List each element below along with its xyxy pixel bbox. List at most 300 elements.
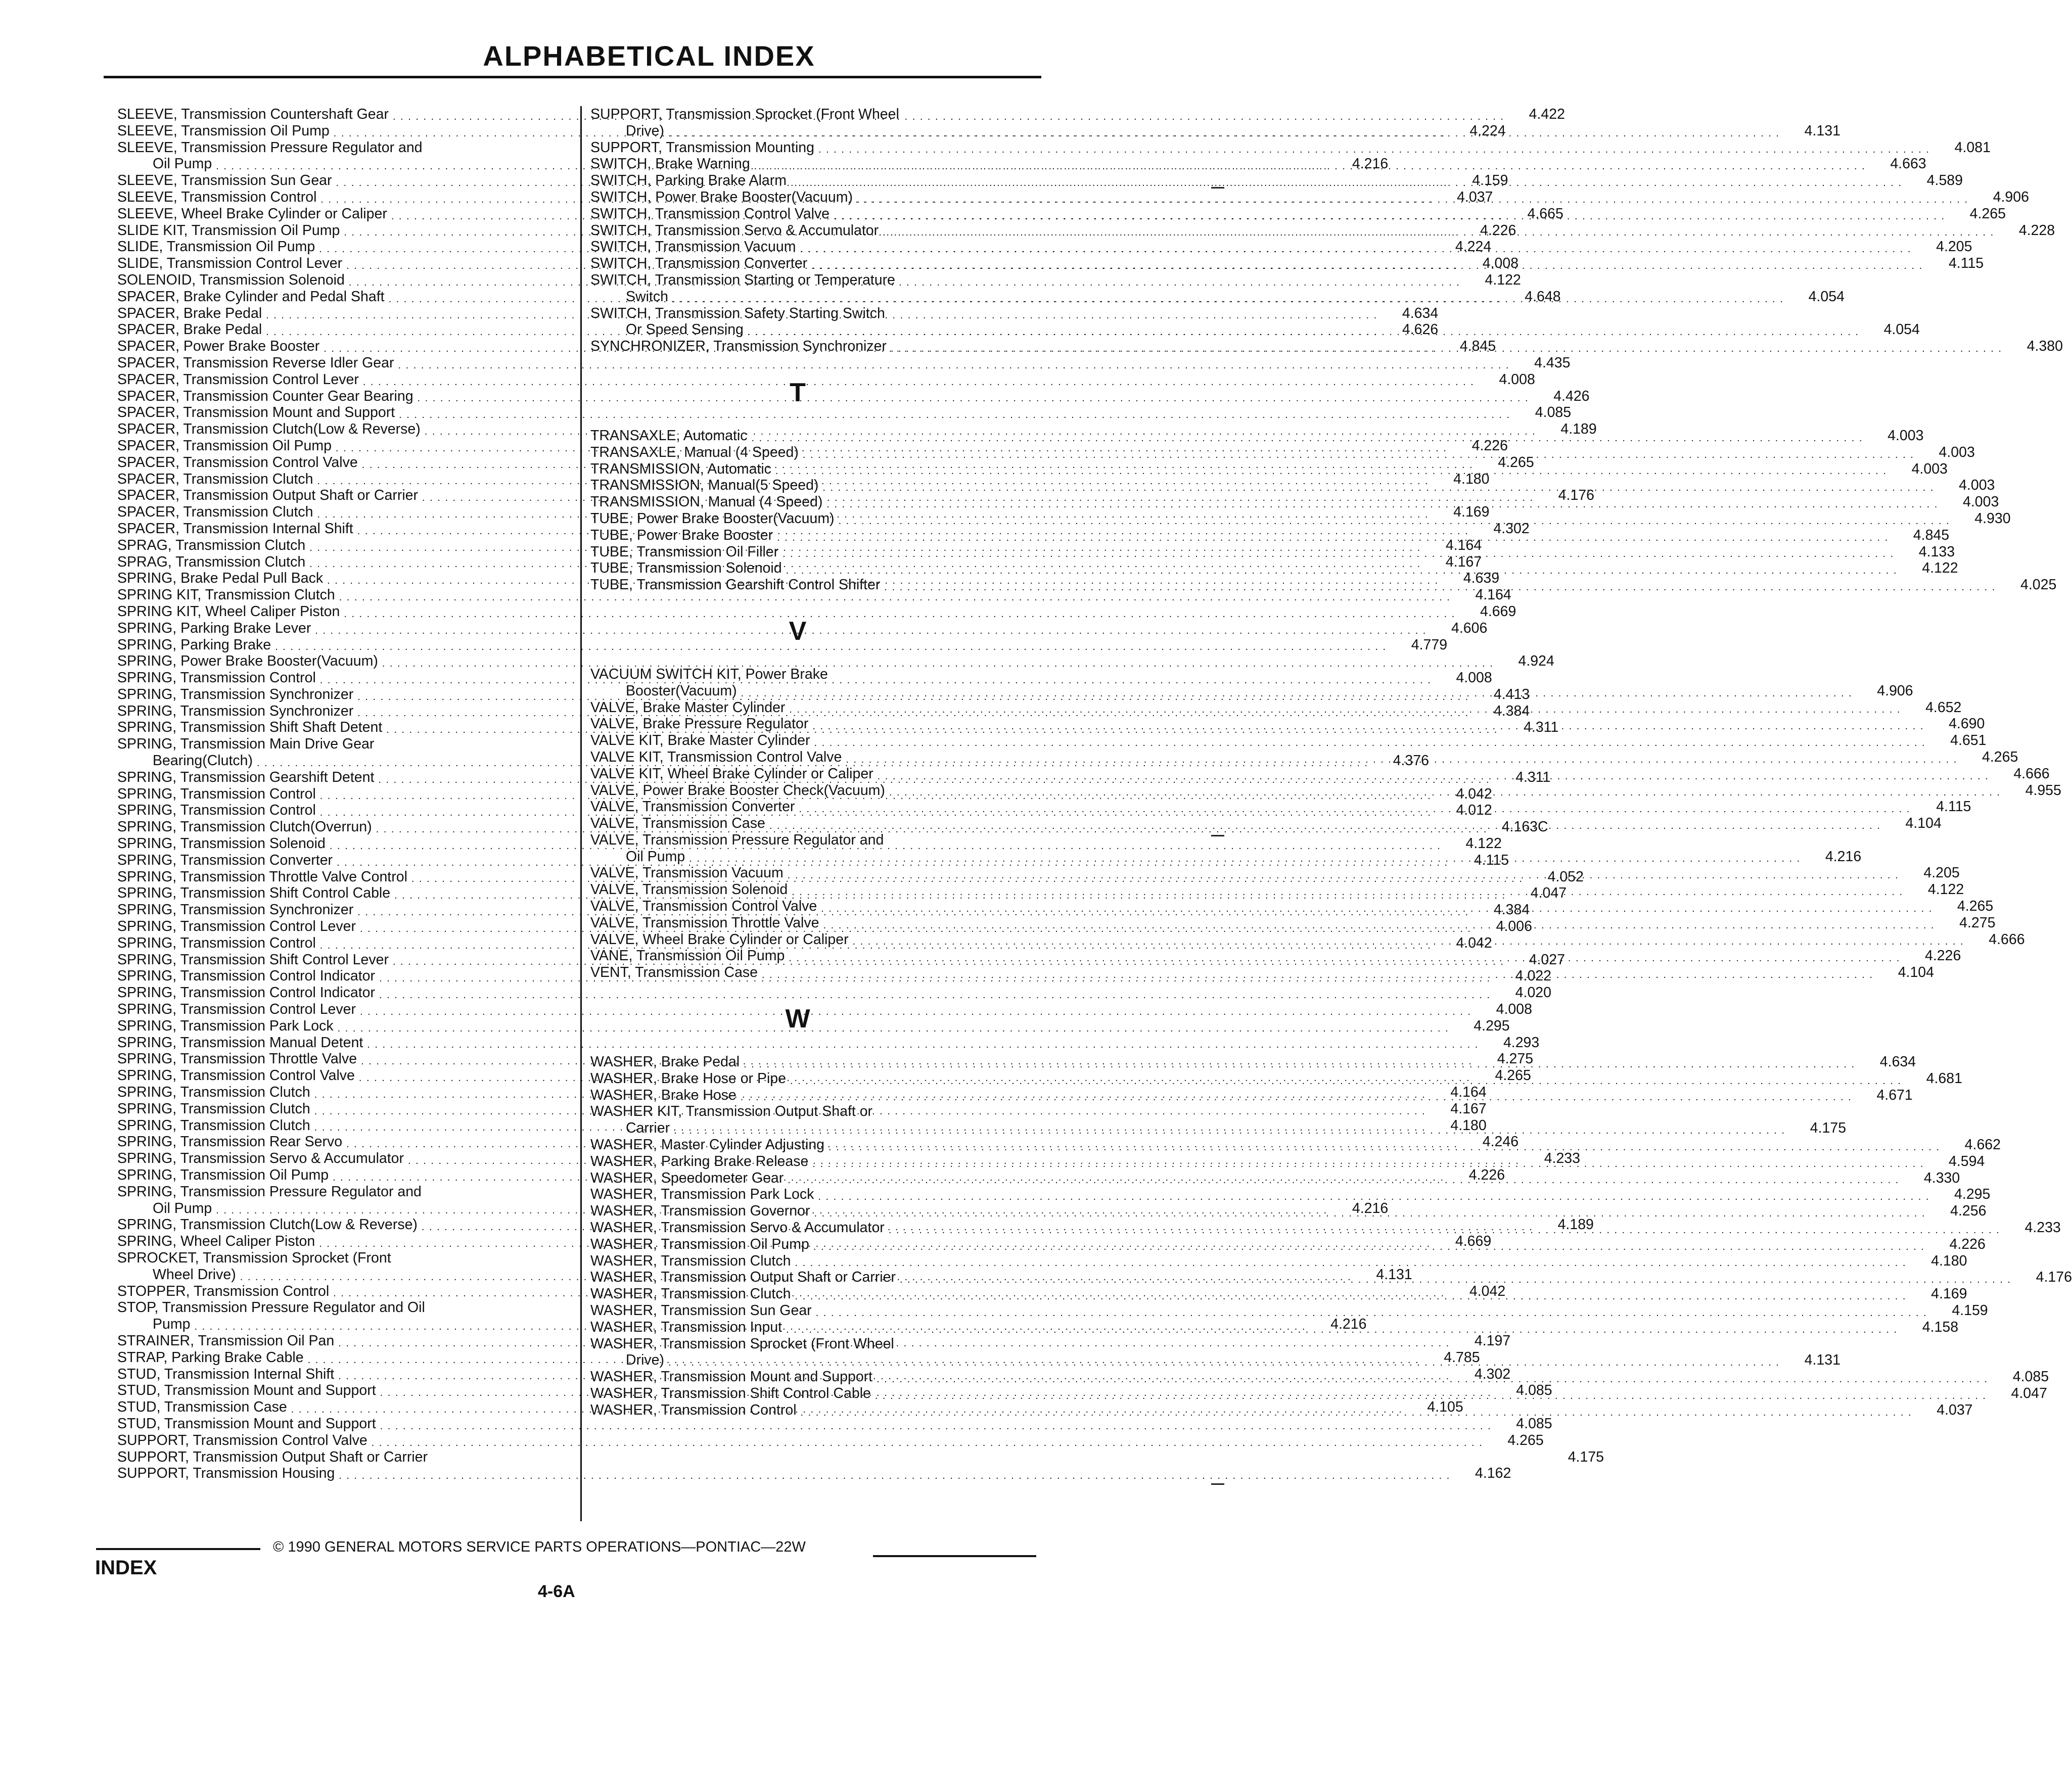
entry-page: 4.169 — [1453, 504, 1490, 521]
entry-page: 4.003 — [1962, 494, 1999, 510]
entry-page: 4.311 — [1515, 769, 1551, 785]
entry-page: 4.042 — [1456, 785, 1492, 802]
footer-rule-left — [96, 1548, 260, 1550]
leader-dots — [339, 1472, 1450, 1479]
leader-dots — [786, 1326, 1898, 1333]
entry-name-continued: Oil Pump — [153, 1200, 212, 1216]
entry-name: VACUUM SWITCH KIT, Power Brake — [590, 666, 828, 682]
entry-page: 4.226 — [1468, 1167, 1505, 1183]
entry-name: SWITCH, Transmission Servo & Accumulator — [590, 222, 879, 239]
entry-page: 4.052 — [1547, 868, 1584, 885]
copyright-notice: © 1990 GENERAL MOTORS SERVICE PARTS OPERATIONS—PONTIAC—22W — [273, 1539, 806, 1555]
entry-name: SPACER, Transmission Clutch — [117, 504, 313, 521]
entry-name: SUPPORT, Transmission Mounting — [590, 139, 814, 156]
entry-name: SWITCH, Transmission Vacuum — [590, 239, 796, 255]
entry-name: SPRING, Transmission Gearshift Detent — [117, 769, 375, 785]
entry-name: VENT, Transmission Case — [590, 964, 758, 981]
page-title: ALPHABETICAL INDEX — [483, 40, 815, 72]
leader-dots — [891, 345, 2002, 352]
entry-name: SPACER, Transmission Output Shaft or Carrier — [117, 487, 419, 504]
entry-page: 4.197 — [1474, 1332, 1511, 1349]
entry-page: 4.413 — [1493, 686, 1530, 703]
entry-name: SWITCH, Brake Warning — [590, 156, 750, 172]
leader-dots — [689, 855, 1801, 862]
entry-page: 4.003 — [1887, 427, 1924, 444]
leader-dots — [846, 756, 1957, 763]
entry-name: SYNCHRONIZER, Transmission Synchronizer — [590, 338, 887, 355]
leader-dots — [812, 723, 1924, 730]
leader-dots — [857, 196, 1968, 203]
entry-name: VALVE KIT, Transmission Control Valve — [590, 748, 842, 765]
entry-name: WASHER, Transmission Park Lock — [590, 1186, 814, 1203]
entry-page: 4.115 — [1948, 255, 1984, 272]
entry-page: 4.226 — [1480, 222, 1516, 239]
entry-page: 4.295 — [1474, 1017, 1510, 1034]
entry-page: 4.265 — [1957, 898, 1994, 915]
index-entry — [117, 404, 1572, 421]
entry-name: WASHER, Transmission Input — [590, 1319, 782, 1335]
entry-page: 4.246 — [1482, 1134, 1519, 1150]
index-entry — [590, 1252, 1967, 1270]
entry-page: 4.006 — [1496, 918, 1532, 935]
leader-dots — [668, 130, 1780, 137]
entry-page: 4.845 — [1913, 527, 1950, 543]
entry-page: 4.256 — [1950, 1203, 1987, 1220]
entry-name: SLEEVE, Transmission Oil Pump — [117, 122, 330, 139]
entry-page: 4.008 — [1456, 670, 1492, 686]
entry-name: SPACER, Transmission Internal Shift — [117, 520, 353, 537]
index-entry — [117, 388, 1590, 405]
entry-name: SPRING, Transmission Shift Shaft Detent — [117, 719, 383, 736]
entry-page: 4.384 — [1493, 902, 1530, 918]
entry-page: 4.589 — [1926, 172, 1963, 189]
index-entry — [117, 1432, 1544, 1449]
entry-page: 4.189 — [1560, 421, 1597, 438]
leader-dots — [372, 1439, 1483, 1446]
entry-name: STRAP, Parking Brake Cable — [117, 1349, 304, 1366]
entry-page: 4.295 — [1954, 1186, 1991, 1203]
entry-page: 4.669 — [1480, 603, 1516, 620]
leader-dots — [814, 1210, 1925, 1217]
entry-name: SLIDE KIT, Transmission Oil Pump — [117, 222, 340, 239]
entry-name: SLEEVE, Transmission Control — [117, 189, 317, 205]
entry-name: SPRING, Transmission Control — [117, 785, 316, 802]
leader-dots — [875, 1392, 1987, 1399]
index-entry — [117, 1448, 1604, 1466]
entry-name: SPRING, Transmission Control — [117, 670, 316, 686]
leader-dots — [751, 435, 1863, 442]
entry-name: SPRING, Transmission Solenoid — [117, 835, 326, 852]
entry-page: 4.669 — [1455, 1233, 1492, 1250]
entry-name-continued: Carrier — [626, 1120, 670, 1137]
entry-page: 4.648 — [1525, 288, 1561, 305]
entry-page: 4.008 — [1499, 371, 1535, 388]
leader-dots — [877, 1376, 1988, 1383]
entry-name: SPACER, Transmission Counter Gear Bearing — [117, 388, 413, 404]
leader-dots — [786, 567, 1898, 574]
index-entry — [117, 354, 1571, 371]
entry-name: STRAINER, Transmission Oil Pan — [117, 1332, 335, 1349]
entry-page: 4.054 — [1808, 288, 1845, 305]
entry-name: SPRING KIT, Transmission Clutch — [117, 587, 335, 603]
entry-name: STUD, Transmission Case — [117, 1399, 287, 1416]
entry-page: 4.930 — [1974, 510, 2011, 527]
entry-name: SPRING, Transmission Clutch — [117, 1117, 310, 1134]
entry-page: 4.651 — [1950, 732, 1987, 749]
entry-name: SPRING, Transmission Synchronizer — [117, 703, 354, 719]
entry-page: 4.115 — [1474, 852, 1509, 868]
entry-name: SPRING, Parking Brake — [117, 636, 271, 653]
entry-name-continued: Pump — [153, 1316, 191, 1333]
entry-name: WASHER, Transmission Sun Gear — [590, 1302, 812, 1319]
entry-name: SPRING, Transmission Servo & Accumulator — [117, 1150, 404, 1167]
entry-name: SOLENOID, Transmission Solenoid — [117, 271, 345, 288]
entry-page: 4.665 — [1527, 205, 1563, 222]
entry-page: 4.606 — [1451, 620, 1488, 636]
leader-dots — [826, 501, 1938, 508]
entry-page: 4.189 — [1557, 1216, 1594, 1233]
entry-name: VALVE KIT, Brake Master Cylinder — [590, 732, 810, 749]
entry-name: SPRING KIT, Wheel Caliper Piston — [117, 603, 340, 620]
leader-dots — [741, 690, 1853, 697]
entry-page: 4.180 — [1450, 1117, 1487, 1134]
entry-name: SWITCH, Transmission Safety Starting Switch — [590, 305, 885, 321]
leader-dots — [884, 584, 1996, 591]
entry-page: 4.022 — [1515, 968, 1551, 985]
entry-page: 4.180 — [1453, 471, 1490, 487]
entry-name: VALVE, Transmission Throttle Valve — [590, 914, 819, 931]
column-divider — [580, 106, 582, 1521]
index-entry — [117, 371, 1535, 388]
entry-page: 4.845 — [1459, 338, 1496, 355]
section-label: INDEX — [95, 1557, 157, 1579]
entry-name: VALVE, Transmission Vacuum — [590, 865, 784, 881]
entry-page: 4.025 — [2020, 577, 2057, 593]
index-entry — [117, 653, 1554, 670]
entry-page: 4.216 — [1352, 156, 1389, 172]
entry-page: 4.180 — [1931, 1252, 1967, 1269]
entry-page: 4.175 — [1568, 1448, 1604, 1465]
leader-dots — [822, 484, 1934, 491]
leader-dots — [853, 938, 1964, 945]
entry-name: SUPPORT, Transmission Housing — [117, 1465, 335, 1482]
entry-name: WASHER, Parking Brake Release — [590, 1153, 809, 1169]
edge-tick-mark — [1211, 187, 1224, 189]
entry-name: SPACER, Transmission Mount and Support — [117, 404, 395, 421]
entry-page: 4.042 — [1456, 934, 1492, 951]
entry-name: WASHER, Transmission Shift Control Cable — [590, 1385, 871, 1401]
entry-page: 4.175 — [1810, 1120, 1847, 1137]
entry-name: SUPPORT, Transmission Sprocket (Front Wheel — [590, 106, 899, 122]
leader-dots — [741, 1094, 1852, 1101]
entry-page: 4.216 — [1330, 1316, 1367, 1333]
index-entry — [117, 620, 1488, 637]
entry-name: SPRING, Transmission Clutch — [117, 1084, 310, 1101]
leader-dots — [812, 1160, 1924, 1167]
entry-page: 4.626 — [1402, 321, 1439, 338]
entry-name: SWITCH, Transmission Converter — [590, 255, 808, 272]
page-number: 4-6A — [538, 1582, 575, 1601]
entry-page: 4.226 — [1471, 437, 1508, 454]
leader-dots — [878, 773, 1989, 780]
leader-dots — [777, 534, 1889, 541]
entry-page: 4.131 — [1804, 122, 1840, 139]
entry-name: WASHER, Transmission Control — [590, 1401, 797, 1418]
entry-name: WASHER, Brake Pedal — [590, 1054, 740, 1070]
entry-page: 4.159 — [1952, 1302, 1988, 1319]
entry-name: SPRAG, Transmission Clutch — [117, 537, 306, 553]
entry-name: WASHER KIT, Transmission Output Shaft or — [590, 1103, 873, 1120]
entry-page: 4.906 — [1877, 682, 1913, 699]
entry-name: SPRING, Transmission Control Lever — [117, 1001, 356, 1018]
leader-dots — [795, 1293, 1906, 1300]
entry-name: WASHER, Brake Hose — [590, 1087, 736, 1103]
entry-page: 4.003 — [1939, 444, 1975, 460]
entry-name-continued: Oil Pump — [626, 848, 685, 865]
entry-name-continued: Switch — [626, 288, 668, 305]
entry-name: SLEEVE, Transmission Pressure Regulator and — [117, 139, 423, 156]
entry-page: 4.158 — [1922, 1319, 1959, 1335]
entry-name: SPACER, Transmission Reverse Idler Gear — [117, 354, 394, 371]
index-entry — [117, 1034, 1540, 1051]
entry-name: SPRAG, Transmission Clutch — [117, 553, 306, 570]
entry-name: SPRING, Transmission Manual Detent — [117, 1034, 363, 1051]
leader-dots — [823, 922, 1935, 929]
entry-page: 4.233 — [1544, 1150, 1581, 1167]
entry-name: SLEEVE, Transmission Sun Gear — [117, 172, 332, 189]
entry-name: SPRING, Transmission Converter — [117, 852, 333, 868]
entry-page: 4.008 — [1496, 1001, 1532, 1018]
entry-name: WASHER, Transmission Mount and Support — [590, 1369, 873, 1385]
entry-page: 4.265 — [1498, 454, 1534, 471]
entry-name-continued: Drive) — [626, 122, 664, 139]
leader-dots — [803, 451, 1914, 458]
leader-dots — [795, 1259, 1906, 1267]
entry-name: STOPPER, Transmission Control — [117, 1283, 330, 1299]
entry-name: WASHER, Master Cylinder Adjusting — [590, 1137, 825, 1153]
entry-name: SWITCH, Parking Brake Alarm — [590, 172, 787, 189]
entry-name: SPRING, Transmission Shift Control Lever — [117, 951, 389, 968]
entry-name: SPACER, Transmission Clutch — [117, 471, 313, 487]
leader-dots — [788, 872, 1899, 879]
entry-page: 4.115 — [1936, 799, 1971, 815]
entry-name: SPRING, Transmission Control Valve — [117, 1067, 355, 1084]
entry-page: 4.167 — [1450, 1100, 1487, 1117]
entry-name: WASHER, Brake Hose or Pipe — [590, 1070, 786, 1087]
entry-page: 4.671 — [1876, 1087, 1913, 1103]
entry-page: 4.666 — [2013, 765, 2050, 782]
entry-page: 4.634 — [1879, 1054, 1916, 1070]
section-letter-v: V — [789, 616, 807, 646]
entry-name: SPRING, Transmission Throttle Valve Control — [117, 868, 407, 885]
entry-page: 4.663 — [1890, 156, 1926, 172]
entry-name: STOP, Transmission Pressure Regulator and Oil — [117, 1299, 425, 1316]
entry-page: 4.302 — [1493, 520, 1530, 537]
entry-page: 4.176 — [1558, 487, 1594, 504]
entry-name: SPRING, Parking Brake Lever — [117, 620, 311, 636]
entry-name: SPRING, Transmission Pressure Regulator and — [117, 1183, 422, 1200]
leader-dots — [790, 1078, 1902, 1085]
entry-page: 4.085 — [2012, 1369, 2049, 1385]
leader-dots — [818, 146, 1930, 153]
entry-page: 4.085 — [1516, 1382, 1552, 1399]
entry-page: 4.681 — [1926, 1070, 1962, 1087]
leader-dots — [754, 163, 1866, 170]
entry-name: SWITCH, Power Brake Booster(Vacuum) — [590, 189, 853, 205]
leader-dots — [791, 179, 1902, 186]
index-entry — [117, 636, 1448, 653]
entry-name: SPRING, Wheel Caliper Piston — [117, 1233, 315, 1250]
entry-page: 4.224 — [1469, 122, 1506, 139]
leader-dots — [380, 1423, 1492, 1430]
leader-dots — [811, 262, 1923, 269]
index-entry — [117, 587, 1511, 603]
leader-dots — [674, 1127, 1785, 1134]
entry-name: VALVE, Transmission Converter — [590, 799, 795, 815]
entry-page: 4.164 — [1450, 1084, 1487, 1101]
entry-page: 4.226 — [1949, 1236, 1986, 1252]
entry-name: SUPPORT, Transmission Control Valve — [117, 1432, 367, 1448]
entry-name: SPACER, Brake Pedal — [117, 321, 262, 338]
leader-dots — [801, 1409, 1912, 1416]
entry-page: 4.176 — [2036, 1269, 2072, 1286]
entry-page: 4.666 — [1989, 931, 2025, 948]
entry-name: WASHER, Transmission Governor — [590, 1203, 810, 1220]
entry-name-continued: Bearing(Clutch) — [153, 753, 253, 769]
entry-page: 4.380 — [2027, 338, 2063, 355]
entry-name: SPACER, Transmission Control Lever — [117, 371, 359, 388]
entry-page: 4.426 — [1553, 388, 1590, 404]
leader-dots — [800, 246, 1911, 253]
entry-page: 4.105 — [1427, 1399, 1463, 1416]
entry-page: 4.047 — [1530, 885, 1567, 902]
leader-dots — [828, 1144, 1940, 1151]
entry-page: 4.224 — [1455, 239, 1492, 255]
entry-page: 4.265 — [1507, 1432, 1544, 1448]
entry-name: SPRING, Transmission Oil Pump — [117, 1167, 329, 1183]
entry-page: 4.384 — [1493, 703, 1530, 719]
index-entry — [117, 985, 1551, 1001]
leader-dots — [834, 213, 1945, 220]
entry-page: 4.205 — [1936, 239, 1972, 255]
entry-name: WASHER, Speedometer Gear — [590, 1169, 784, 1186]
entry-name: VALVE, Transmission Pressure Regulator and — [590, 831, 884, 848]
index-entry — [590, 732, 1987, 749]
entry-page: 4.164 — [1475, 587, 1511, 603]
entry-page: 4.422 — [1529, 106, 1565, 122]
section-letter-w: W — [785, 1004, 810, 1034]
entry-page: 4.164 — [1445, 537, 1482, 553]
leader-dots — [792, 888, 1903, 896]
entry-page: 4.275 — [1959, 914, 1996, 931]
leader-dots — [769, 822, 1881, 829]
index-entry — [590, 1186, 1991, 1203]
entry-page: 4.639 — [1463, 570, 1500, 587]
index-entry — [590, 1302, 1988, 1319]
entry-name: SLEEVE, Transmission Countershaft Gear — [117, 106, 389, 122]
entry-name: SPRING, Power Brake Booster(Vacuum) — [117, 653, 378, 670]
entry-page: 4.131 — [1376, 1266, 1412, 1283]
entry-name: TUBE, Transmission Oil Filler — [590, 543, 779, 560]
entry-name: TRANSMISSION, Manual(5 Speed) — [590, 477, 819, 494]
entry-page: 4.205 — [1923, 865, 1960, 881]
entry-page: 4.008 — [1482, 255, 1519, 272]
entry-page: 4.020 — [1515, 985, 1551, 1001]
entry-page: 4.131 — [1804, 1352, 1840, 1369]
title-rule — [104, 76, 1041, 78]
leader-dots — [814, 739, 1926, 746]
entry-name: SPRING, Transmission Clutch(Low & Reverse) — [117, 1216, 418, 1233]
entry-name: SPACER, Brake Cylinder and Pedal Shaft — [117, 288, 385, 305]
leader-dots — [900, 1276, 2011, 1283]
entry-name-continued: Or Speed Sensing — [626, 321, 744, 338]
entry-name: SLEEVE, Wheel Brake Cylinder or Caliper — [117, 205, 387, 222]
entry-name: VALVE, Power Brake Booster Check(Vacuum) — [590, 782, 885, 799]
entry-page: 4.162 — [1475, 1465, 1511, 1482]
entry-name: WASHER, Transmission Output Shaft or Carrier — [590, 1269, 896, 1286]
index-entry — [117, 603, 1516, 620]
footer-rule-right — [873, 1555, 1036, 1557]
entry-name: SPACER, Brake Pedal — [117, 305, 262, 321]
entry-page: 4.275 — [1497, 1051, 1534, 1067]
entry-page: 4.779 — [1411, 636, 1448, 653]
entry-page: 4.169 — [1931, 1286, 1967, 1302]
entry-page: 4.104 — [1905, 815, 1942, 832]
entry-page: 4.167 — [1445, 553, 1482, 570]
entry-name: WASHER, Transmission Oil Pump — [590, 1236, 809, 1252]
entry-name-continued: Booster(Vacuum) — [626, 682, 737, 699]
entry-name: WASHER, Transmission Servo & Accumulator — [590, 1220, 885, 1236]
entry-page: 4.435 — [1534, 354, 1571, 371]
entry-page: 4.906 — [1993, 189, 2029, 205]
entry-page: 4.163C — [1501, 819, 1548, 835]
entry-page: 4.233 — [2024, 1220, 2061, 1236]
leader-dots — [883, 229, 1994, 236]
entry-page: 4.037 — [1457, 189, 1493, 205]
leader-dots — [789, 955, 1900, 962]
entry-name: SPRING, Transmission Control Indicator — [117, 968, 376, 985]
entry-page: 4.924 — [1518, 653, 1554, 670]
entry-page: 4.330 — [1923, 1169, 1960, 1186]
entry-page: 4.311 — [1524, 719, 1559, 736]
index-entry — [590, 139, 1991, 156]
leader-dots — [821, 905, 1932, 912]
leader-dots — [839, 518, 1950, 525]
entry-page: 4.122 — [1485, 271, 1521, 288]
entry-page: 4.003 — [1911, 460, 1948, 477]
entry-name: STUD, Transmission Mount and Support — [117, 1415, 376, 1432]
leader-dots — [889, 789, 2001, 796]
entry-name: TRANSMISSION, Manual (4 Speed) — [590, 494, 823, 510]
entry-name: SWITCH, Transmission Starting or Temperature — [590, 271, 895, 288]
entry-name: VALVE, Transmission Case — [590, 815, 765, 832]
edge-tick-mark — [1211, 835, 1224, 836]
entry-name: SPACER, Transmission Oil Pump — [117, 437, 332, 454]
leader-dots — [813, 1243, 1925, 1250]
entry-page: 4.081 — [1954, 139, 1991, 156]
entry-name: SPRING, Transmission Control Indicator — [117, 985, 376, 1001]
index-entry — [117, 1415, 1552, 1432]
entry-page: 4.634 — [1402, 305, 1439, 321]
entry-page: 4.122 — [1927, 881, 1964, 898]
leader-dots — [672, 296, 1784, 303]
entry-page: 4.012 — [1456, 802, 1492, 819]
entry-page: 4.159 — [1472, 172, 1508, 189]
entry-name: TRANSMISSION, Automatic — [590, 460, 771, 477]
index-entry — [117, 1017, 1510, 1035]
entry-page: 4.265 — [1982, 748, 2018, 765]
entry-page: 4.216 — [1825, 848, 1862, 865]
